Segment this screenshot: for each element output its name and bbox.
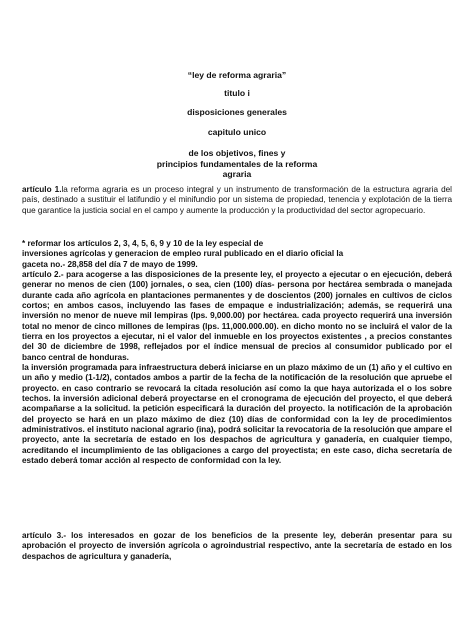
- inversion-paragraph: [22, 363, 452, 466]
- objetivos-line-3: agraria: [222, 169, 252, 179]
- articulo-1-paragraph: [22, 185, 452, 216]
- objetivos-heading: [0, 148, 474, 180]
- articulo-1-text: la reforma agraria es un proceso integral y un instrumento de transformación de la estructura agraria del país, destinado a sustituir el latifundio y el minifundio por un sistema de propiedad, tenencia y explotación de la tierra que garantice la justicia social en el campo y aumente la producción y la productividad del sector agropecuario.: [22, 185, 452, 215]
- articulo-3-paragraph: [22, 531, 452, 562]
- reforma-line-2: inversiones agrícolas y generacion de empleo rural publicado en el diario oficial la: [22, 249, 344, 259]
- capitulo-heading: capitulo unico: [207, 127, 267, 137]
- articulo-3-text: artículo 3.- los interesados en gozar de los beneficios de la presente ley, deberán presentar para su aprobación el proyecto de inversión agrícola o agroindustrial respectivo, ante la secretaría de estado en los despachos de agricultura y ganadería,: [22, 531, 452, 561]
- document-title: “ley de reforma agraria”: [187, 70, 287, 80]
- reforma-line-3: gaceta no.- 28,858 del día 7 de mayo de 1999.: [22, 259, 198, 269]
- objetivos-line-1: de los objetivos, fines y: [188, 148, 286, 158]
- articulo-2-text: artículo 2.- para acogerse a las disposiciones de la presente ley, el proyecto a ejecutar o en ejecución, deberá generar no menos de cien (100) jornales, o sea, cien (100) días- persona por hectárea sembrada o manejada durante cada año agrícola en plantaciones permanentes y de doscientos (200) jornales en cultivos de ciclos cortos; en ambos casos, incluyendo las fases de empaque e industrialización; además, se requerirá una inversión no menor de nueve mil lempiras (lps. 9,000.00) por hectárea. cada proyecto requerirá una inversión total no menor de cinco millones de lempiras (lps. 11,000.000.00). en dicho monto no se incluirá el valor de la tierra en los proyectos a ejecutar, ni el valor del inmueble en los proyectos existentes , a precios constantes del 30 de diciembre de 1998, reflejados por el índice mensual de precios al consumidor publicado por el banco central de honduras.: [22, 270, 452, 362]
- reforma-paragraph: [22, 239, 452, 363]
- disposiciones-heading: disposiciones generales: [187, 107, 287, 117]
- reforma-line-1: * reformar los artículos 2, 3, 4, 5, 6, 9 y 10 de la ley especial de: [22, 239, 264, 248]
- objetivos-line-2: principios fundamentales de la reforma: [156, 158, 318, 169]
- titulo-heading: titulo i: [224, 88, 250, 98]
- inversion-text: la inversión programada para infraestructura deberá iniciarse en un plazo máximo de un (1) año y el cultivo en un año y medio (1-1/2), contados ambos a partir de la fecha de la notificación de la resolución que apruebe el proyecto. en caso contrario se revocará la citada resolución así como la que haya autorizada el o los sobre techos. la inversión adicional deberá proyectarse en el cronograma de ejecución del proyecto, el que deberá acompañarse a la solicitud. la petición especificará la duración del proyecto. la notificación de la aprobación del proyecto se hará en un plazo máximo de diez (10) días de conformidad con la ley de procedimientos administrativos. el instituto nacional agrario (ina), podrá solicitar la revocatoria de la resolución que ampare el proyecto, ante la secretaría de estado en los despachos de agricultura y ganadería, en cualquier tiempo, acreditando el incumplimiento de las obligaciones a cargo del proyectista; en este caso, dicha secretaría de estado deberá tomar acción al respecto de conformidad con la ley.: [22, 363, 452, 466]
- articulo-1-label: artículo 1.: [22, 185, 62, 194]
